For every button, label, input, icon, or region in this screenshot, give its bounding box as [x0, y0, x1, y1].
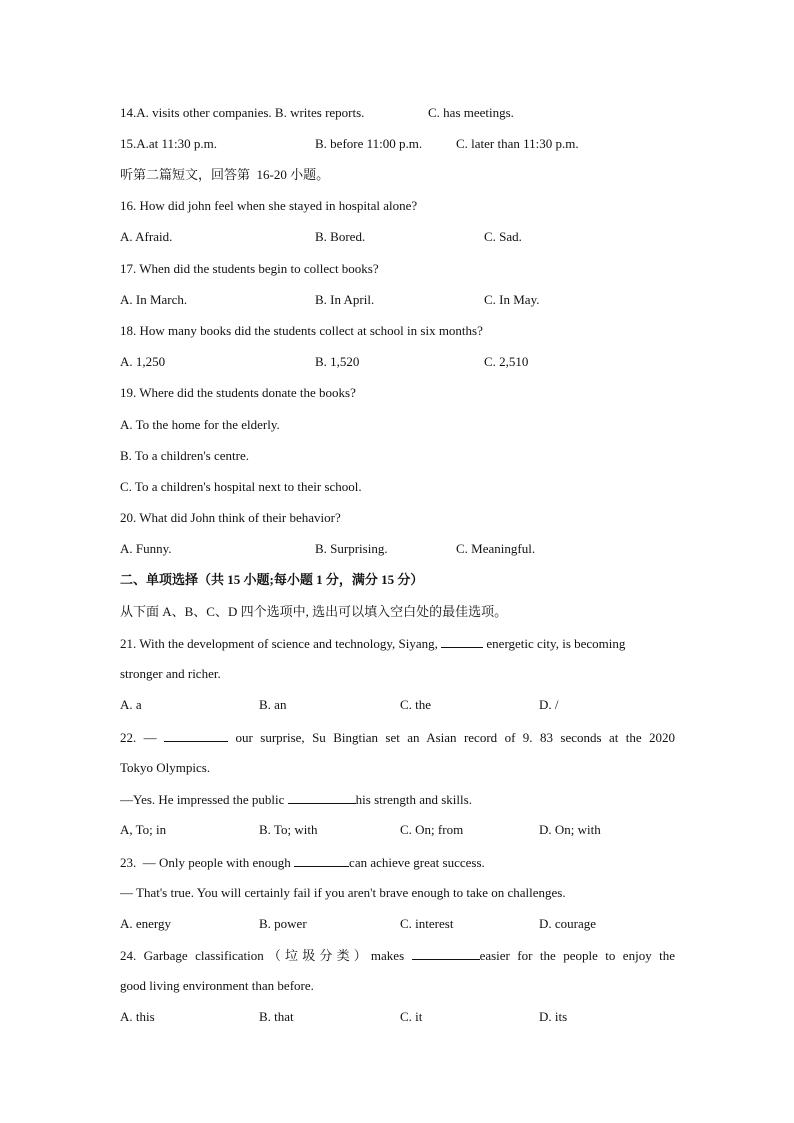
q23-stem-after: can achieve great success. — [349, 855, 485, 870]
q21-option-a: A. a — [120, 697, 142, 712]
q22-stem-after: our surprise, Su Bingtian set an Asian record of 9. 83 seconds at the 2020 — [235, 730, 676, 745]
q19-option-b: B. To a children's centre. — [120, 448, 249, 463]
q21-option-b: B. an — [259, 697, 287, 712]
q22-reply-blank — [288, 791, 356, 804]
q21-stem-after: energetic city, is becoming — [486, 636, 626, 651]
q24-stem-after: easier for the people to enjoy the — [479, 948, 675, 963]
q18-stem: 18. How many books did the students collect at school in six months? — [120, 323, 483, 338]
q24-option-b: B. that — [259, 1009, 294, 1024]
q22-stem — [120, 729, 675, 746]
q23-blank — [294, 854, 349, 867]
section2-title: 二、单项选择（共 15 小题;每小题 1 分，满分 15 分） — [120, 572, 424, 587]
q15-option-c: C. later than 11:30 p.m. — [456, 136, 579, 151]
q22-blank — [164, 729, 228, 742]
q18-option-b: B. 1,520 — [315, 354, 360, 369]
q22-option-c: C. On; from — [400, 822, 464, 837]
q23-stem-before: 23. — Only people with enough — [120, 855, 291, 870]
q24-stem-before: 24. Garbage classification（垃圾分类）makes — [120, 948, 405, 963]
q21-stem — [120, 635, 625, 652]
q18-option-a: A. 1,250 — [120, 354, 166, 369]
q20-option-c: C. Meaningful. — [456, 541, 536, 556]
q23-option-c: C. interest — [400, 916, 454, 931]
q16-stem: 16. How did john feel when she stayed in hospital alone? — [120, 198, 418, 213]
q23-option-d: D. courage — [539, 916, 597, 931]
q23-option-a: A. energy — [120, 916, 172, 931]
q16-option-b: B. Bored. — [315, 229, 366, 244]
q21-option-c: C. the — [400, 697, 432, 712]
q22-option-d: D. On; with — [539, 822, 601, 837]
q23-stem — [120, 854, 485, 871]
q18-option-c: C. 2,510 — [484, 354, 529, 369]
q21-blank — [441, 635, 483, 648]
q21-option-d: D. / — [539, 697, 559, 712]
q15-option-a: 15.A.at 11:30 p.m. — [120, 136, 218, 151]
passage2-intro: 听第二篇短文，回答第 16-20 小题。 — [120, 167, 330, 182]
q24-stem — [120, 947, 675, 964]
q21-stem-before: 21. With the development of science and technology, Siyang, — [120, 636, 438, 651]
q24-stem-line2: good living environment than before. — [120, 978, 314, 993]
q17-stem: 17. When did the students begin to collect books? — [120, 261, 379, 276]
q14-option-c: C. has meetings. — [428, 105, 514, 120]
q17-option-c: C. In May. — [484, 292, 540, 307]
q22-reply-after: his strength and skills. — [355, 792, 472, 807]
q20-stem: 20. What did John think of their behavior? — [120, 510, 341, 525]
q24-option-c: C. it — [400, 1009, 423, 1024]
q22-stem-line2: Tokyo Olympics. — [120, 760, 211, 775]
q23-reply: — That's true. You will certainly fail if you aren't brave enough to take on challenges. — [120, 885, 566, 900]
q15-option-b: B. before 11:00 p.m. — [315, 136, 423, 151]
q24-blank — [412, 947, 480, 960]
q22-option-a: A, To; in — [120, 822, 167, 837]
q17-option-b: B. In April. — [315, 292, 375, 307]
q22-reply — [120, 791, 472, 808]
q16-option-c: C. Sad. — [484, 229, 522, 244]
q20-option-a: A. Funny. — [120, 541, 172, 556]
q22-option-b: B. To; with — [259, 822, 318, 837]
q24-option-a: A. this — [120, 1009, 155, 1024]
q21-stem-line2: stronger and richer. — [120, 666, 221, 681]
q17-option-a: A. In March. — [120, 292, 188, 307]
q22-stem-before: 22. — — [120, 730, 157, 745]
q19-option-c: C. To a children's hospital next to their school. — [120, 479, 362, 494]
q23-option-b: B. power — [259, 916, 307, 931]
q24-option-d: D. its — [539, 1009, 568, 1024]
q22-reply-before: —Yes. He impressed the public — [120, 792, 285, 807]
q19-option-a: A. To the home for the elderly. — [120, 417, 280, 432]
section2-instruction: 从下面 A、B、C、D 四个选项中, 选出可以填入空白处的最佳选项。 — [120, 604, 508, 619]
q19-stem: 19. Where did the students donate the books? — [120, 385, 356, 400]
q16-option-a: A. Afraid. — [120, 229, 173, 244]
q20-option-b: B. Surprising. — [315, 541, 388, 556]
q14-options-ab: 14.A. visits other companies. B. writes reports. — [120, 105, 365, 120]
